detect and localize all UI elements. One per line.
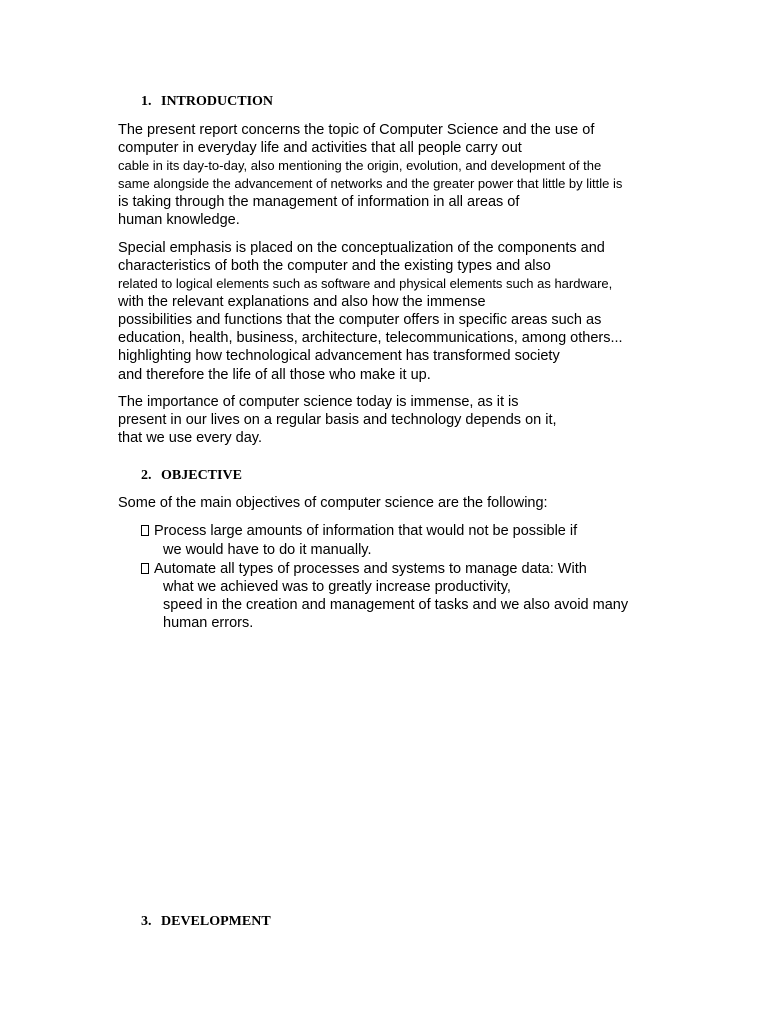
intro-p2-line: Special emphasis is placed on the conceptualization of the components and: [118, 240, 605, 256]
intro-p2-line: characteristics of both the computer and the existing types and also: [118, 258, 551, 274]
intro-p1-line: cable in its day-to-day, also mentioning the origin, evolution, and development of the: [118, 158, 602, 173]
intro-p3-line: The importance of computer science today is immense, as it is: [118, 394, 519, 410]
bullet-continuation: what we achieved was to greatly increase productivity,: [163, 579, 511, 595]
section-number: 2.: [141, 468, 152, 483]
section-number: 3.: [141, 914, 152, 929]
intro-p3-line: present in our lives on a regular basis and technology depends on it,: [118, 412, 557, 428]
objective-bullet: [141, 522, 577, 540]
section-title: DEVELOPMENT: [161, 914, 271, 929]
bullet-box-icon: [141, 563, 149, 574]
intro-p1-line: is taking through the management of information in all areas of: [118, 194, 520, 210]
intro-p1-line: The present report concerns the topic of Computer Science and the use of: [118, 122, 595, 138]
section-heading-development: [141, 914, 271, 930]
bullet-text: Automate all types of processes and systems to manage data: With: [154, 561, 587, 577]
bullet-continuation: speed in the creation and management of tasks and we also avoid many: [163, 597, 629, 613]
section-number: 1.: [141, 94, 152, 109]
intro-p1-line: human knowledge.: [118, 212, 240, 228]
intro-p2-line: related to logical elements such as software and physical elements such as hardware,: [118, 276, 613, 291]
bullet-continuation: human errors.: [163, 615, 254, 631]
objective-bullet: [141, 560, 587, 578]
bullet-box-icon: [141, 525, 149, 536]
objective-intro: Some of the main objectives of computer science are the following:: [118, 495, 548, 511]
intro-p2-line: education, health, business, architecture, telecommunications, among others...: [118, 330, 623, 346]
intro-p2-line: possibilities and functions that the computer offers in specific areas such as: [118, 312, 602, 328]
intro-p2-line: highlighting how technological advancement has transformed society: [118, 348, 560, 364]
section-title: OBJECTIVE: [161, 468, 242, 483]
bullet-continuation: we would have to do it manually.: [163, 542, 372, 558]
intro-p1-line: computer in everyday life and activities that all people carry out: [118, 140, 522, 156]
section-title: INTRODUCTION: [161, 94, 274, 109]
intro-p2-line: with the relevant explanations and also how the immense: [118, 294, 486, 310]
bullet-text: Process large amounts of information that would not be possible if: [154, 523, 578, 539]
intro-p3-line: that we use every day.: [118, 430, 263, 446]
section-heading-objective: [141, 468, 242, 484]
section-heading-introduction: [141, 94, 273, 110]
intro-p2-line: and therefore the life of all those who make it up.: [118, 367, 431, 383]
intro-p1-line: same alongside the advancement of networks and the greater power that little by little is: [118, 176, 623, 191]
